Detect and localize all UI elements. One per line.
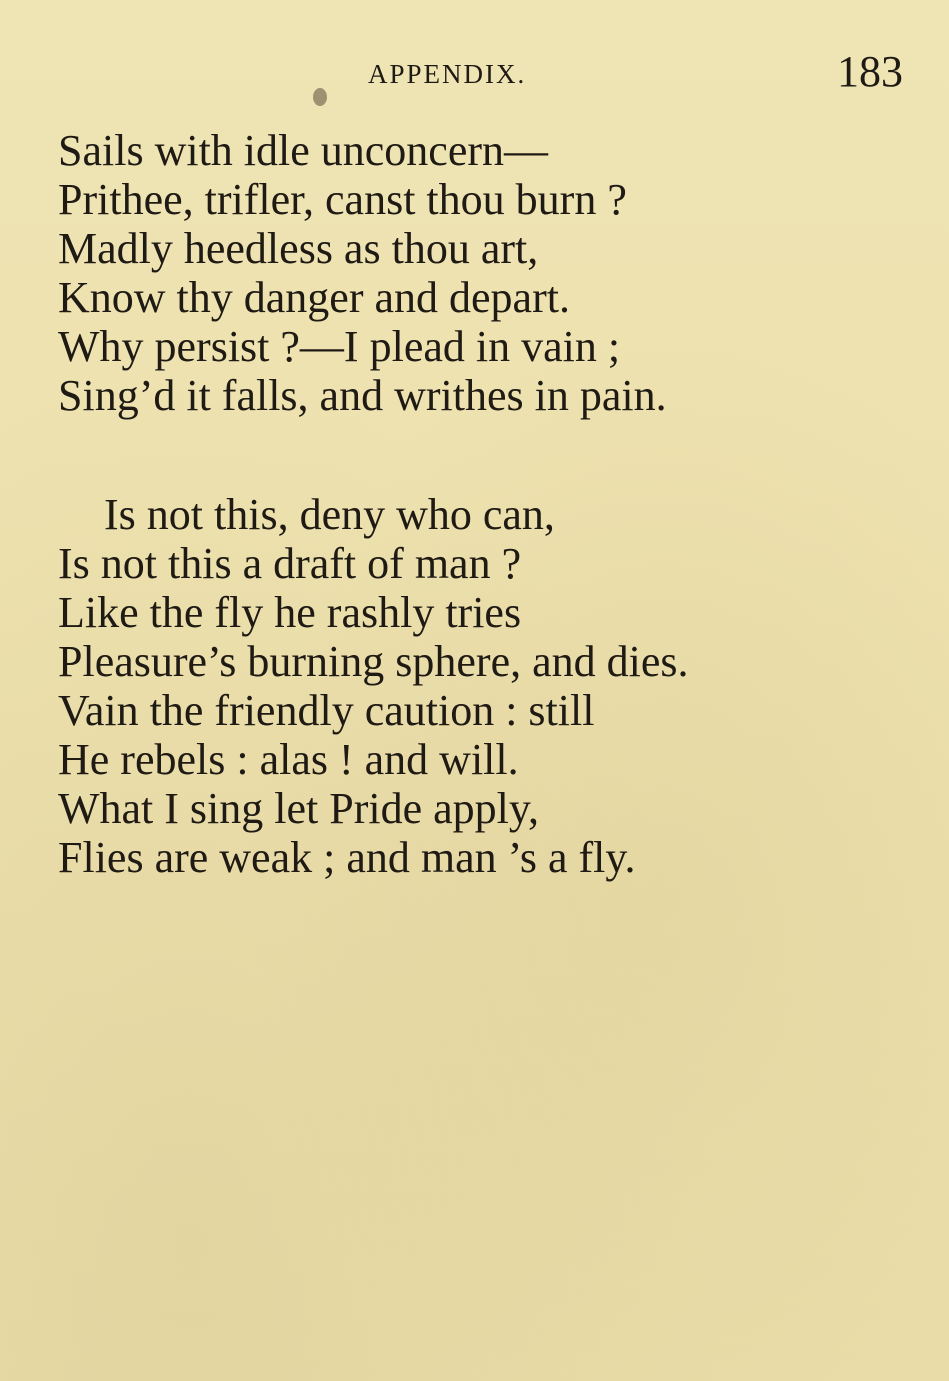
verse-line: Sails with idle unconcern— [58,126,549,175]
running-head: APPENDIX. [368,59,527,89]
poem-stanza-2 [58,490,689,882]
verse-line: Like the fly he rashly tries [58,588,522,637]
verse-line: Sing’d it falls, and writhes in pain. [58,371,667,420]
page-number: 183 [837,47,903,96]
verse-line: Vain the friendly caution : still [58,686,595,735]
verse-line: Flies are weak ; and man ’s a fly. [58,833,636,882]
poem-stanza-1 [58,126,667,420]
verse-line: Know thy danger and depart. [58,273,570,322]
verse-line: What I sing let Pride apply, [58,784,540,833]
verse-line: Is not this a draft of man ? [58,539,522,588]
verse-line: He rebels : alas ! and will. [58,735,519,784]
verse-line: Madly heedless as thou art, [58,224,539,273]
verse-line: Is not this, deny who can, [104,490,555,539]
verse-line: Prithee, trifler, canst thou burn ? [58,175,627,224]
verse-line: Pleasure’s burning sphere, and dies. [58,637,689,686]
ink-speck [313,88,327,106]
verse-line: Why persist ?—I plead in vain ; [58,322,621,371]
